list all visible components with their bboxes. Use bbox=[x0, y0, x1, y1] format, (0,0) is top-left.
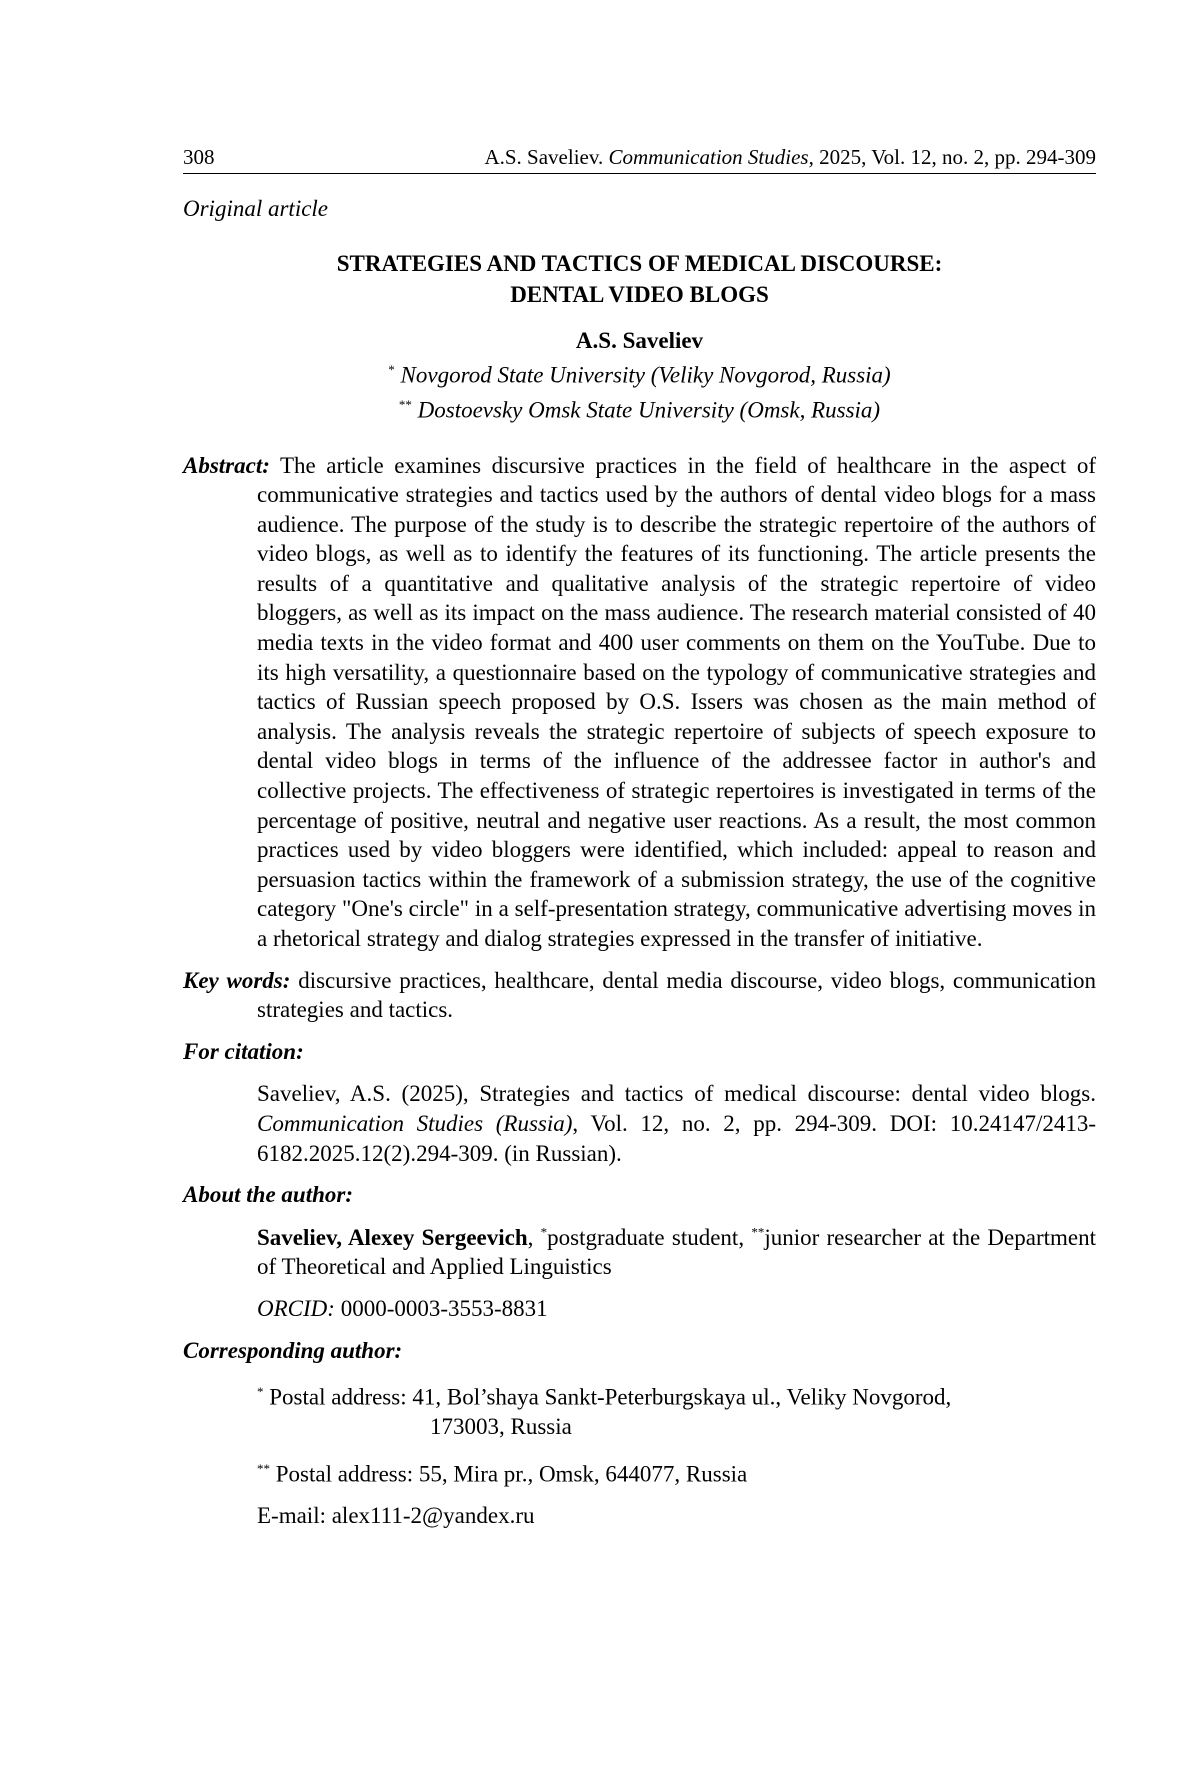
about-label: About the author: bbox=[183, 1182, 353, 1208]
postal-address-1-line1 bbox=[257, 1377, 1096, 1412]
abstract-text: The article examines discursive practices in the field of healthcare in the aspect of communicative strategies and tactics used by the authors of dental video blogs for a mass audience. The purpose of the study is to describe the strategic repertoire of the authors of video blogs, as well as to identify the features of its functioning. The article presents the results of a quantitative and qualitative analysis of the strategic repertoire of video bloggers, as well as its impact on the mass audience. The research material consisted of 40 media texts in the video format and 400 user comments on them on the YouTube. Due to its high versatility, a questionnaire based on the typology of communicative strategies and tactics of Russian speech proposed by O.S. Issers was chosen as the main method of analysis. The analysis reveals the strategic repertoire of subjects of speech exposure to dental video blogs in terms of the influence of the addressee factor in author's and collective projects. The effectiveness of strategic repertoires is investigated in terms of the percentage of positive, neutral and negative user reactions. As a result, the most common practices used by video bloggers were identified, which included: appeal to reason and persuasion tactics within the framework of a submission strategy, the use of the cognitive category "One's circle" in a self-presentation strategy, communicative advertising moves in a rhetorical strategy and dialog strategies expressed in the transfer of initiative. bbox=[257, 452, 1096, 951]
corresponding-label: Corresponding author: bbox=[183, 1337, 403, 1363]
role-2-mark: ** bbox=[751, 1224, 765, 1240]
author-full-name: Saveliev, Alexey Sergeevich bbox=[257, 1224, 528, 1250]
journal-author: A.S. Saveliev. bbox=[484, 145, 604, 169]
article-title bbox=[183, 248, 1096, 310]
keywords-text: discursive practices, healthcare, dental media discourse, video blogs, communication strategies and tactics. bbox=[257, 967, 1096, 1023]
article-page bbox=[183, 144, 1096, 1531]
affiliation-2 bbox=[183, 390, 1096, 425]
affiliation-1-text: Novgorod State University (Veliky Novgorod, Russia) bbox=[400, 362, 891, 388]
title-line-2: DENTAL VIDEO BLOGS bbox=[510, 281, 769, 307]
article-type: Original article bbox=[183, 196, 329, 221]
affiliation-1 bbox=[183, 355, 1096, 390]
keywords-label: Key words: bbox=[183, 967, 291, 993]
citation-text-before: Saveliev, A.S. (2025), Strategies and tactics of medical discourse: dental video blogs. bbox=[257, 1081, 1096, 1107]
journal-details: , 2025, Vol. 12, no. 2, pp. 294-309 bbox=[808, 145, 1096, 169]
about-author bbox=[183, 1223, 1096, 1282]
page-number: 308 bbox=[183, 145, 215, 169]
postal-address-1-text: Postal address: 41, Bol’shaya Sankt-Peterburgskaya ul., Veliky Novgorod, bbox=[269, 1384, 952, 1410]
orcid-value: 0000-0003-3553-8831 bbox=[334, 1295, 548, 1321]
address-1-mark: * bbox=[257, 1384, 264, 1400]
journal-title: Communication Studies bbox=[608, 145, 809, 169]
author-role-2: junior researcher at the Department of Theoretical and Applied Linguistics bbox=[257, 1224, 1096, 1280]
keywords bbox=[183, 966, 1096, 1025]
author-role-1: postgraduate student, bbox=[547, 1224, 752, 1250]
author-name: A.S. Saveliev bbox=[575, 327, 704, 353]
title-line-1: STRATEGIES AND TACTICS OF MEDICAL DISCOURSE: bbox=[336, 250, 943, 276]
postal-address-2-text: Postal address: 55, Mira pr., Omsk, 644077, Russia bbox=[275, 1461, 748, 1487]
postal-address-2 bbox=[183, 1454, 1096, 1489]
affiliation-2-text: Dostoevsky Omsk State University (Omsk, Russia) bbox=[417, 397, 881, 423]
citation-text bbox=[183, 1079, 1096, 1168]
citation-text-after: , Vol. 12, no. 2, pp. 294-309. DOI: 10.24147/2413-6182.2025.12(2).294-309. (in Russian). bbox=[257, 1110, 1096, 1166]
abstract-label: Abstract: bbox=[183, 452, 270, 478]
email: E-mail: alex111-2@yandex.ru bbox=[257, 1503, 535, 1529]
role-1-mark: * bbox=[540, 1224, 548, 1240]
postal-address-1-line2: 173003, Russia bbox=[430, 1414, 572, 1440]
about-sep: , bbox=[527, 1224, 541, 1250]
journal-reference bbox=[484, 144, 1096, 170]
running-header bbox=[183, 144, 1096, 174]
orcid bbox=[183, 1294, 1096, 1324]
affiliation-1-mark: * bbox=[388, 362, 395, 378]
orcid-label: ORCID: bbox=[257, 1295, 335, 1321]
affiliation-2-mark: ** bbox=[398, 396, 412, 412]
address-2-mark: ** bbox=[257, 1460, 270, 1476]
citation-label: For citation: bbox=[183, 1038, 304, 1064]
abstract bbox=[183, 451, 1096, 954]
postal-address-1 bbox=[183, 1377, 1096, 1442]
citation-journal: Communication Studies (Russia) bbox=[257, 1110, 573, 1136]
